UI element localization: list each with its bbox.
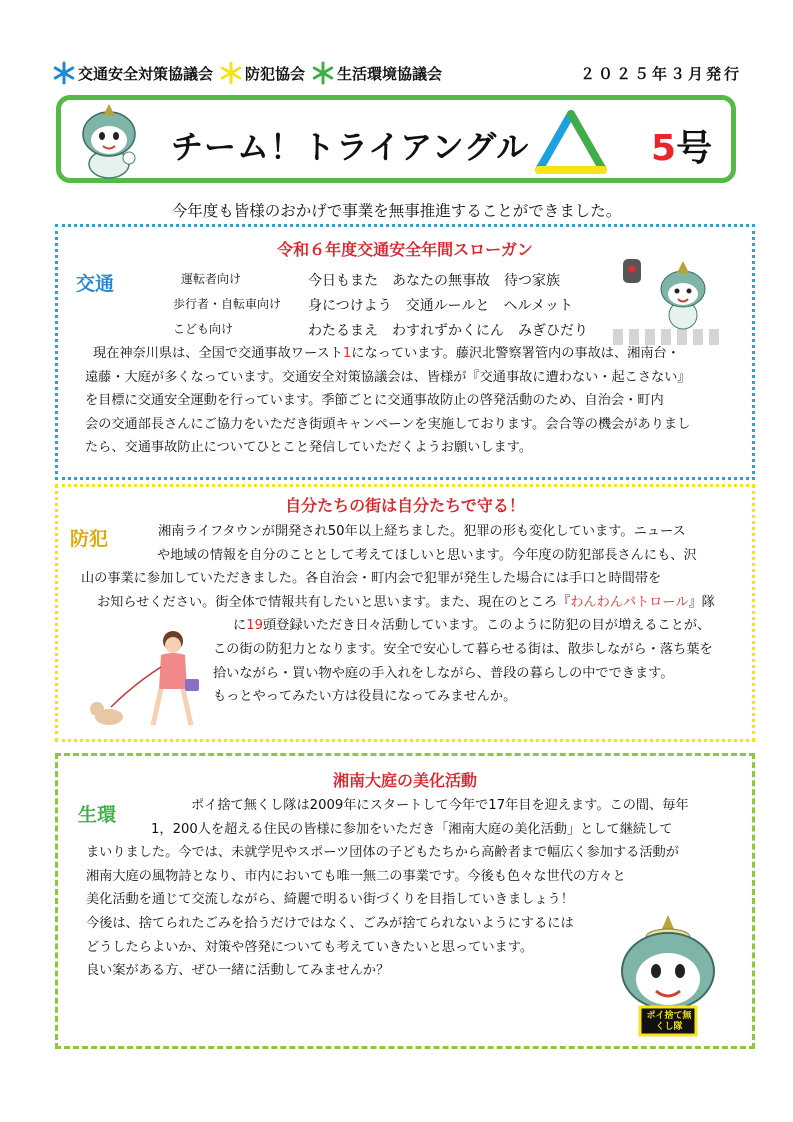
org-name: 交通安全対策協議会 bbox=[78, 64, 214, 83]
snowflake-icon bbox=[52, 61, 76, 85]
issue-suffix: 号 bbox=[676, 128, 713, 169]
highlight-text: 1 bbox=[342, 346, 352, 361]
org-name: 防犯協会 bbox=[245, 64, 306, 83]
triangle-logo-icon bbox=[531, 108, 611, 178]
text-run: になっています。藤沢北警察署管内の事故は、湘南台・ bbox=[351, 346, 680, 361]
issue-number-value: 5 bbox=[651, 128, 677, 169]
body-line: どうしたらよいか、対策や啓発についても考えていきたいと思っています。 bbox=[86, 939, 534, 955]
body-line: 拾いながら・買い物や庭の手入れをしながら、普段の暮らしの中でできます。 bbox=[213, 665, 674, 681]
mascot-icon bbox=[73, 102, 145, 180]
text-run: に bbox=[233, 618, 247, 634]
slogan-text: 身につけよう 交通ルールと ヘルメット bbox=[308, 298, 574, 314]
section-heading: 自分たちの街は自分たちで守る！ bbox=[285, 496, 525, 515]
body-line: まいりました。今では、未就学児やスポーツ団体の子どもたちから高齢者まで幅広く参加する活動が bbox=[86, 845, 679, 861]
body-line: 良い案がある方、ぜひ一緒に活動してみませんか？ bbox=[86, 963, 390, 979]
section-label: 生環 bbox=[78, 804, 117, 826]
body-line bbox=[78, 614, 715, 638]
body-line: この街の防犯力となります。安全で安心して暮らせる街は、散歩しながら・落ち葉を bbox=[213, 641, 713, 657]
environment-section bbox=[55, 753, 755, 1049]
intro-text: 今年度も皆様のおかげで事業を無事推進することができました。 bbox=[171, 202, 622, 220]
section-heading: 湘南大庭の美化活動 bbox=[332, 771, 477, 790]
org-environment bbox=[311, 61, 442, 85]
newsletter-title: チーム！トライアングル bbox=[171, 128, 530, 166]
body-line: 遠藤・大庭が多くなっています。交通安全対策協議会は、皆様が『交通事故に遭わない・起こさない』 bbox=[85, 369, 691, 385]
crime-body bbox=[78, 520, 715, 709]
body-line: 美化活動を通じて交流しながら、綺麗で明るい街づくりを目指していきましょう！ bbox=[86, 892, 574, 908]
body-line: 湘南大庭の風物詩となり、市内においても唯一無二の事業です。今後も色々な世代の方々と bbox=[86, 868, 626, 884]
slogan-audience: 運転者向け bbox=[181, 272, 242, 286]
text-run: 頭登録いただき日々活動しています。このように防犯の目が増えることが、 bbox=[262, 618, 711, 634]
text-run: 』隊 bbox=[688, 594, 715, 610]
body-line: たら、交通事故防止についてひとこと発信していただくようお願いします。 bbox=[85, 440, 533, 456]
highlight-text: 19 bbox=[246, 618, 263, 634]
body-line: 1，200人を超える住民の皆様に参加をいただき「湘南大庭の美化活動」として継続して bbox=[151, 821, 673, 837]
traffic-body bbox=[85, 342, 691, 460]
slogan-text: わたるまえ わすれずかくにん みぎひだり bbox=[308, 323, 588, 339]
slogan-audience: 歩行者・自転車向け bbox=[173, 297, 282, 311]
org-name: 生活環境協議会 bbox=[337, 64, 443, 83]
text-run: お知らせください。街全体で情報共有したいと思います。また、現在のところ『 bbox=[97, 594, 571, 610]
body-line: 山の事業に参加していただきました。各自治会・町内会で犯罪が発生した場合には手口と時間帯を bbox=[81, 571, 662, 587]
section-label: 交通 bbox=[76, 273, 115, 295]
body-line: を目標に交通安全運動を行っています。季節ごとに交通事故防止の啓発活動のため、自治会・町内 bbox=[85, 393, 664, 409]
crime-section bbox=[55, 484, 755, 742]
section-heading: 令和６年度交通安全年間スローガン bbox=[277, 240, 533, 259]
body-line: 湘南ライフタウンが開発され50年以上経ちました。犯罪の形も変化しています。ニュース bbox=[158, 524, 686, 539]
highlight-text: わんわんパトロール bbox=[570, 594, 689, 610]
environment-body bbox=[86, 794, 689, 983]
snowflake-icon bbox=[219, 61, 243, 85]
publish-date: ２０２５年３月発行 bbox=[579, 64, 742, 83]
issue-number bbox=[651, 120, 712, 171]
body-line: や地域の情報を自分のこととして考えてほしいと思います。今年度の防犯部長さんにも、沢 bbox=[157, 547, 697, 563]
traffic-section bbox=[55, 224, 755, 480]
crosswalk-mascot-icon bbox=[603, 249, 733, 347]
body-line: 今後は、捨てられたごみを拾うだけではなく、ごみが捨てられないようにするには bbox=[86, 915, 574, 931]
header-bar bbox=[52, 60, 742, 86]
snowflake-icon bbox=[311, 61, 335, 85]
mascot-sign-text: ポイ捨て無くし隊 bbox=[646, 1011, 692, 1032]
slogan-text: 今日もまた あなたの無事故 待つ家族 bbox=[308, 273, 560, 289]
section-label: 防犯 bbox=[70, 528, 109, 550]
slogan-audience: こども向け bbox=[173, 322, 234, 336]
title-banner bbox=[56, 95, 736, 183]
text-run: 現在神奈川県は、全国で交通事故ワースト bbox=[93, 346, 343, 361]
org-traffic bbox=[52, 61, 213, 85]
body-line: 会の交通部長さんにご協力をいただき街頭キャンペーンを実施しております。会合等の機会がありまし bbox=[85, 416, 691, 432]
org-crime bbox=[219, 61, 305, 85]
body-line: もっとやってみたい方は役員になってみませんか。 bbox=[213, 689, 517, 705]
body-line bbox=[78, 591, 715, 615]
body-line bbox=[85, 342, 691, 366]
body-line: ポイ捨て無くし隊は2009年にスタートして今年で17年目を迎えます。この間、毎年 bbox=[191, 798, 689, 813]
